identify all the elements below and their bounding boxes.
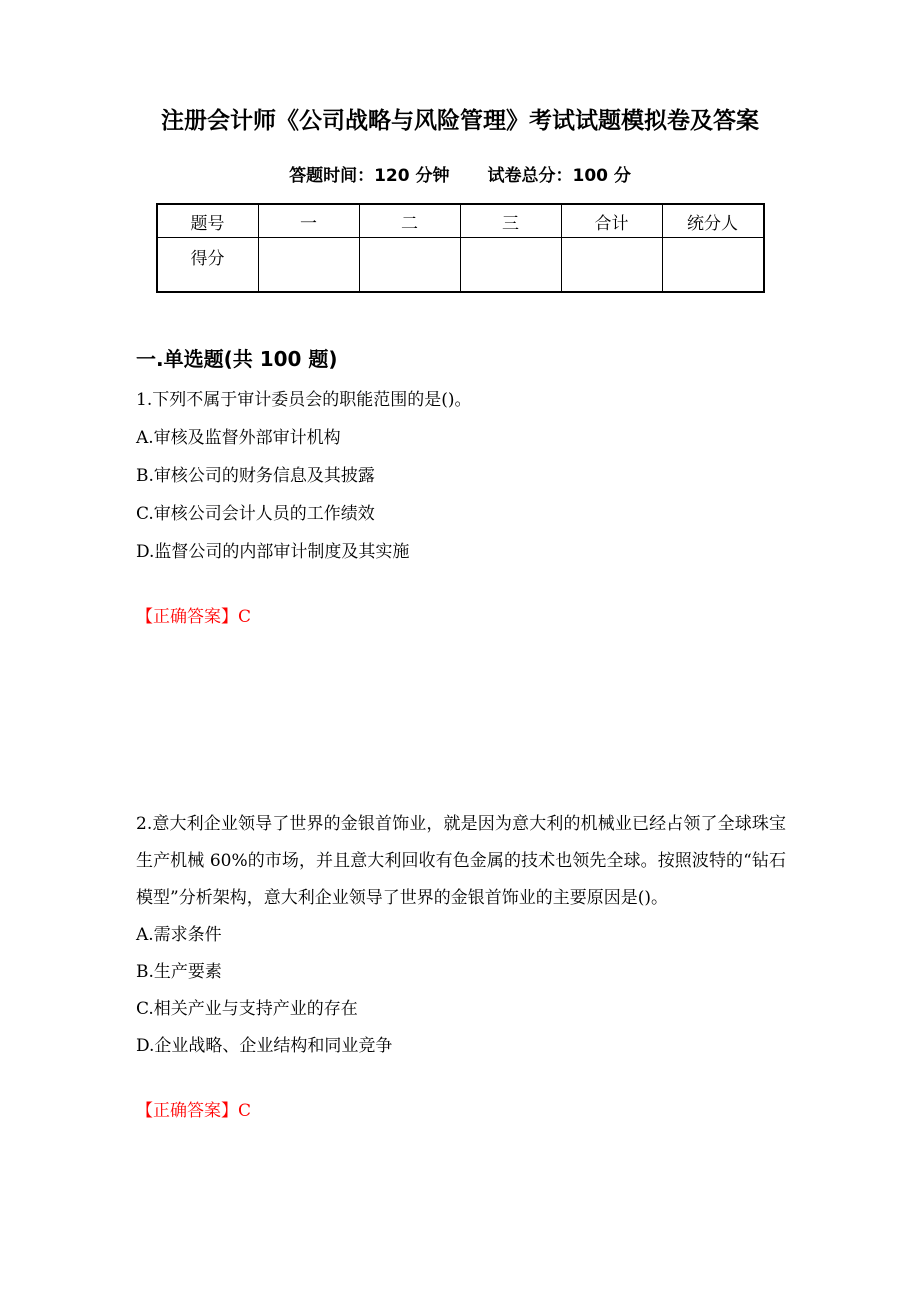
question-2-correct-answer — [136, 1093, 786, 1130]
score-cell-section-3 — [460, 238, 561, 293]
question-2-option-c: C.相关产业与支持产业的存在 — [136, 999, 358, 1019]
score-table-header-section-1: 一 — [258, 204, 359, 238]
question-2 — [136, 806, 786, 1065]
exam-total-score: 试卷总分：100 分 — [487, 166, 631, 186]
answer-label: 【正确答案】 — [136, 1101, 238, 1121]
score-table-header-section-3: 三 — [460, 204, 561, 238]
score-table-header-question-no: 题号 — [157, 204, 259, 238]
exam-info-line — [0, 165, 920, 187]
score-table-header-scorer: 统分人 — [662, 204, 764, 238]
question-2-option-d: D.企业战略、企业结构和同业竞争 — [136, 1036, 393, 1056]
score-table-header-total: 合计 — [561, 204, 662, 238]
question-2-option-a: A.需求条件 — [136, 925, 222, 945]
question-1-stem: 1.下列不属于审计委员会的职能范围的是()。 — [136, 390, 472, 410]
score-cell-total — [561, 238, 662, 293]
question-1 — [136, 381, 786, 571]
answer-value: C — [238, 607, 252, 627]
score-table-header-section-2: 二 — [359, 204, 460, 238]
answer-value: C — [238, 1101, 252, 1121]
question-1-option-a: A.审核及监督外部审计机构 — [136, 428, 341, 448]
answer-label: 【正确答案】 — [136, 607, 238, 627]
exam-content — [136, 345, 786, 1130]
page-title: 注册会计师《公司战略与风险管理》考试试题模拟卷及答案 — [161, 108, 759, 134]
score-cell-scorer — [662, 238, 764, 293]
question-2-option-b: B.生产要素 — [136, 962, 222, 982]
question-2-stem: 2.意大利企业领导了世界的金银首饰业，就是因为意大利的机械业已经占领了全球珠宝生产机械 60%的市场，并且意大利回收有色金属的技术也领先全球。按照波特的“钻石模型”分析架构，意大利企业领导了世界的金银首饰业的主要原因是()。 — [136, 814, 786, 908]
question-1-option-b: B.审核公司的财务信息及其披露 — [136, 466, 375, 486]
question-1-option-c: C.审核公司会计人员的工作绩效 — [136, 504, 375, 524]
score-row-label: 得分 — [157, 238, 259, 293]
exam-duration: 答题时间：120 分钟 — [289, 166, 450, 186]
score-table-score-row — [157, 238, 764, 293]
section-heading: 一.单选题(共 100 题) — [136, 347, 338, 371]
score-table — [156, 203, 765, 293]
question-1-correct-answer — [136, 599, 786, 636]
score-table-header-row — [157, 204, 764, 238]
score-cell-section-2 — [359, 238, 460, 293]
score-cell-section-1 — [258, 238, 359, 293]
question-1-option-d: D.监督公司的内部审计制度及其实施 — [136, 542, 410, 562]
